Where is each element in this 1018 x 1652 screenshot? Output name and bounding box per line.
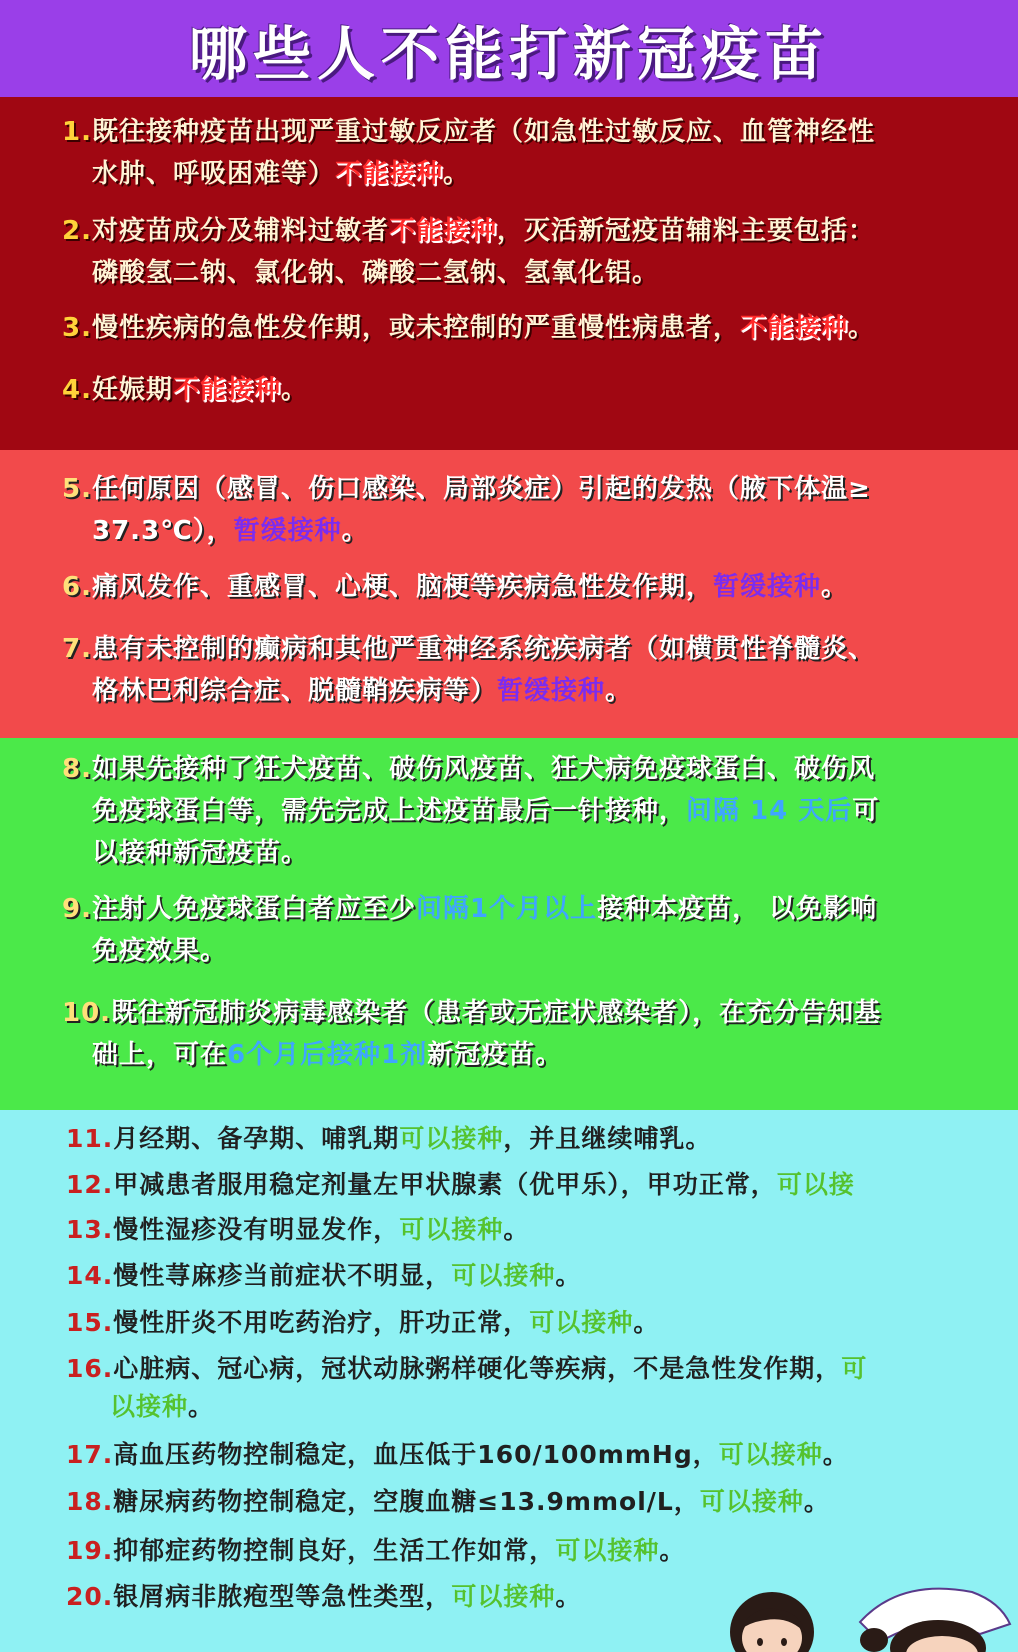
- highlight-postpone: 暂缓接种: [712, 572, 821, 602]
- item-number: 14.: [66, 1261, 114, 1290]
- item-text: 免疫效果。: [92, 936, 228, 966]
- list-item-6: [62, 566, 1018, 608]
- highlight-not-allowed: 不能接种: [172, 375, 281, 405]
- item-text: 水肿、呼吸困难等）: [92, 159, 336, 189]
- list-item-10: [62, 992, 1018, 1076]
- item-text: 妊娠期: [91, 375, 173, 405]
- item-text: 磷酸氢二钠、氯化钠、磷酸二氢钠、氢氧化铝。: [92, 258, 660, 288]
- item-text: 接种本疫苗， 以免影响: [597, 894, 878, 924]
- item-text: 月经期、备孕期、哺乳期: [113, 1124, 400, 1153]
- item-text: 任何原因（感冒、伤口感染、局部炎症）引起的发热（腋下体温≥: [91, 474, 871, 504]
- item-number: 6.: [62, 572, 92, 602]
- item-number: 12.: [66, 1170, 114, 1199]
- list-item-7: [62, 628, 1018, 712]
- highlight-allowed: 可以接种: [699, 1487, 804, 1516]
- item-number: 16.: [66, 1354, 114, 1383]
- item-number: 2.: [62, 216, 92, 246]
- list-item-3: [62, 307, 1018, 349]
- item-text: 。: [341, 516, 369, 546]
- highlight-allowed: 可以接种: [718, 1440, 823, 1469]
- list-item-17: [66, 1436, 1018, 1474]
- list-item-12: [66, 1166, 1018, 1204]
- item-text: 。: [503, 1215, 530, 1244]
- item-text: 。: [821, 572, 849, 602]
- highlight-allowed: 以接种: [110, 1392, 189, 1421]
- item-text: 。: [555, 1261, 582, 1290]
- list-item-4: [62, 369, 1018, 411]
- item-text: ，灭活新冠疫苗辅料主要包括：: [497, 216, 876, 246]
- highlight-interval: 6个月后接种1剂: [227, 1040, 428, 1070]
- list-item-13: [66, 1211, 1018, 1249]
- list-item-16: [66, 1350, 1018, 1426]
- item-text: 。: [803, 1487, 830, 1516]
- item-text: ，并且继续哺乳。: [503, 1124, 712, 1153]
- item-text: 患有未控制的癫病和其他严重神经系统疾病者（如横贯性脊髓炎、: [91, 634, 875, 664]
- list-item-14: [66, 1257, 1018, 1295]
- item-text: 慢性肝炎不用吃药治疗，肝功正常，: [113, 1308, 530, 1337]
- list-item-11: [66, 1120, 1018, 1158]
- item-number: 8.: [62, 754, 92, 784]
- list-item-2: [62, 210, 1018, 294]
- highlight-allowed: 可以接种: [451, 1261, 556, 1290]
- item-number: 19.: [66, 1536, 114, 1565]
- page-title: 哪些人不能打新冠疫苗: [188, 19, 829, 88]
- list-item-8: [62, 748, 1018, 874]
- item-number: 11.: [66, 1124, 114, 1153]
- item-text: 以接种新冠疫苗。: [92, 838, 309, 868]
- item-number: 4.: [62, 375, 92, 405]
- item-text: 高血压药物控制稳定，血压低于160/100mmHg，: [113, 1440, 719, 1469]
- list-item-9: [62, 888, 1018, 972]
- item-text: 础上，可在: [92, 1040, 228, 1070]
- list-item-5: [62, 468, 1018, 552]
- highlight-allowed: 可以接种: [529, 1308, 634, 1337]
- item-text: 痛风发作、重感冒、心梗、脑梗等疾病急性发作期，: [91, 572, 713, 602]
- highlight-allowed: 可以接种: [451, 1582, 556, 1611]
- item-text: 甲减患者服用稳定剂量左甲状腺素（优甲乐），甲功正常，: [113, 1170, 777, 1199]
- list-item-15: [66, 1304, 1018, 1342]
- section-interval: [0, 738, 1018, 1110]
- item-text: 新冠疫苗。: [427, 1040, 563, 1070]
- item-text: 。: [605, 676, 633, 706]
- highlight-not-allowed: 不能接种: [388, 216, 497, 246]
- item-text: 既往新冠肺炎病毒感染者（患者或无症状感染者），在充分告知基: [111, 998, 882, 1028]
- item-text: 。: [281, 375, 309, 405]
- item-text: 银屑病非脓疱型等急性类型，: [113, 1582, 452, 1611]
- highlight-allowed: 可以接种: [399, 1124, 504, 1153]
- item-text: 慢性湿疹没有明显发作，: [113, 1215, 400, 1244]
- title-banner: [0, 0, 1018, 97]
- item-number: 10.: [62, 998, 112, 1028]
- list-item-18: [66, 1483, 1018, 1521]
- highlight-not-allowed: 不能接种: [739, 313, 848, 343]
- item-number: 5.: [62, 474, 92, 504]
- item-number: 15.: [66, 1308, 114, 1337]
- item-text: 慢性荨麻疹当前症状不明显，: [113, 1261, 452, 1290]
- item-text: 心脏病、冠心病，冠状动脉粥样硬化等疾病，不是急性发作期，: [113, 1354, 842, 1383]
- item-number: 20.: [66, 1582, 114, 1611]
- item-text: 注射人免疫球蛋白者应至少: [91, 894, 416, 924]
- list-item-1: [62, 111, 1018, 195]
- section-not-allowed: [0, 97, 1018, 450]
- item-text: 。: [555, 1582, 582, 1611]
- item-text: 37.3℃），: [92, 516, 234, 546]
- item-text: 免疫球蛋白等，需先完成上述疫苗最后一针接种，: [92, 796, 687, 826]
- section-allowed: [0, 1110, 1018, 1652]
- section-postpone: [0, 450, 1018, 738]
- item-text: 。: [633, 1308, 660, 1337]
- item-text: 抑郁症药物控制良好，生活工作如常，: [113, 1536, 556, 1565]
- item-text: 格林巴利综合症、脱髓鞘疾病等）: [92, 676, 498, 706]
- medical-staff-illustration: [710, 1572, 1018, 1652]
- item-text: 。: [188, 1392, 215, 1421]
- highlight-not-allowed: 不能接种: [335, 159, 444, 189]
- item-number: 7.: [62, 634, 92, 664]
- highlight-postpone: 暂缓接种: [233, 516, 342, 546]
- item-text: 糖尿病药物控制稳定，空腹血糖≤13.9mmol/L，: [113, 1487, 700, 1516]
- item-text: 可: [852, 796, 880, 826]
- item-text: 。: [659, 1536, 686, 1565]
- item-text: 。: [822, 1440, 849, 1469]
- item-number: 1.: [62, 117, 92, 147]
- item-text: 既往接种疫苗出现严重过敏反应者（如急性过敏反应、血管神经性: [91, 117, 875, 147]
- highlight-allowed: 可: [841, 1354, 868, 1383]
- highlight-allowed: 可以接种: [555, 1536, 660, 1565]
- item-number: 9.: [62, 894, 92, 924]
- item-number: 17.: [66, 1440, 114, 1469]
- item-number: 18.: [66, 1487, 114, 1516]
- highlight-allowed: 可以接: [776, 1170, 855, 1199]
- highlight-interval: 间隔 14 天后: [686, 796, 853, 826]
- item-text: 。: [848, 313, 876, 343]
- doctor-figure-icon: [730, 1592, 814, 1652]
- nurse-figure-icon: [860, 1589, 1010, 1652]
- item-text: 对疫苗成分及辅料过敏者: [91, 216, 389, 246]
- highlight-postpone: 暂缓接种: [497, 676, 606, 706]
- item-number: 13.: [66, 1215, 114, 1244]
- list-item-19: [66, 1532, 1018, 1570]
- item-number: 3.: [62, 313, 92, 343]
- item-text: 。: [443, 159, 471, 189]
- item-text: 如果先接种了狂犬疫苗、破伤风疫苗、狂犬病免疫球蛋白、破伤风: [91, 754, 875, 784]
- item-text: 慢性疾病的急性发作期，或未控制的严重慢性病患者，: [91, 313, 740, 343]
- highlight-interval: 间隔1个月以上: [415, 894, 598, 924]
- highlight-allowed: 可以接种: [399, 1215, 504, 1244]
